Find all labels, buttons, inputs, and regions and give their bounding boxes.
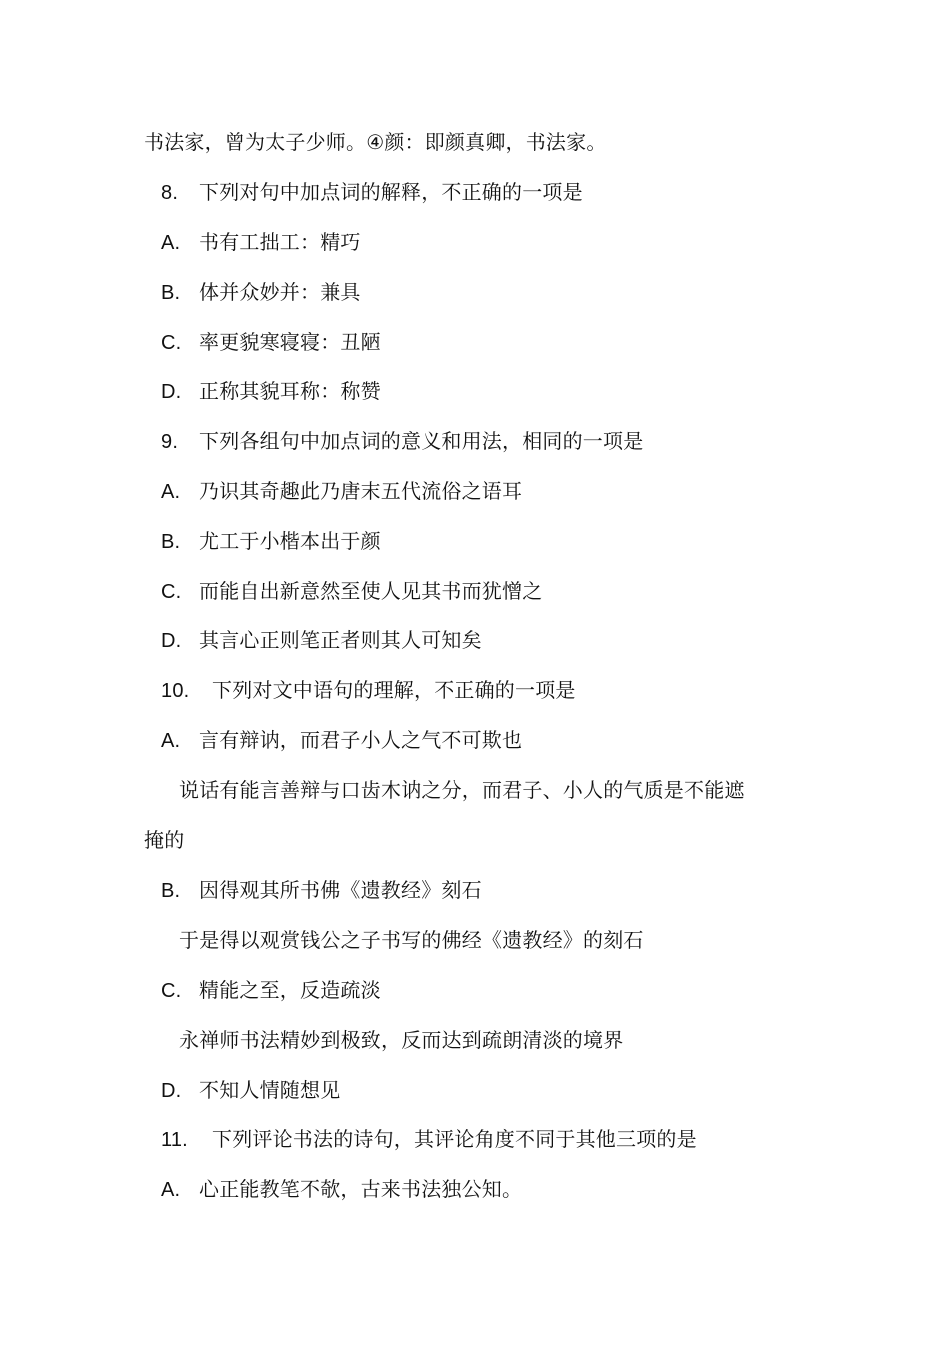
question-8-option-b xyxy=(161,279,361,306)
question-number: 8. xyxy=(161,182,179,204)
option-letter: D. xyxy=(161,1080,182,1102)
question-number: 11. xyxy=(161,1129,188,1151)
explanation-text: 于是得以观赏钱公之子书写的佛经《遗教经》的刻石 xyxy=(179,928,644,952)
option-text: 体并众妙并：兼具 xyxy=(199,280,361,304)
option-text: 书有工拙工：精巧 xyxy=(199,230,361,254)
question-8-option-a xyxy=(161,229,361,256)
option-text: 因得观其所书佛《遗教经》刻石 xyxy=(199,878,482,902)
question-9-option-b xyxy=(161,528,381,555)
question-9-option-c xyxy=(161,578,542,605)
question-11-stem xyxy=(161,1126,697,1153)
option-text: 不知人情随想见 xyxy=(199,1078,341,1102)
option-letter: C. xyxy=(161,332,182,354)
question-10-explanation-a-line-2 xyxy=(144,827,184,853)
question-10-option-d xyxy=(161,1077,340,1104)
question-10-option-c xyxy=(161,977,381,1004)
question-number: 9. xyxy=(161,431,179,453)
question-10-explanation-a-line-1 xyxy=(179,777,745,803)
footnote-continuation xyxy=(144,129,607,155)
option-text: 尤工于小楷本出于颜 xyxy=(199,529,381,553)
option-text: 精能之至，反造疏淡 xyxy=(199,978,381,1002)
option-text: 言有辩讷，而君子小人之气不可欺也 xyxy=(199,728,523,752)
option-letter: C. xyxy=(161,581,182,603)
option-letter: B. xyxy=(161,880,181,902)
question-stem-text: 下列对文中语句的理解，不正确的一项是 xyxy=(212,678,576,702)
explanation-text: 说话有能言善辩与口齿木讷之分，而君子、小人的气质是不能遮 xyxy=(179,778,745,802)
question-8-option-d xyxy=(161,378,381,405)
option-text: 其言心正则笔正者则其人可知矣 xyxy=(199,628,482,652)
option-letter: A. xyxy=(161,481,181,503)
option-text: 心正能教笔不欹，古来书法独公知。 xyxy=(199,1177,523,1201)
option-letter: A. xyxy=(161,232,181,254)
question-number: 10. xyxy=(161,680,190,702)
option-letter: C. xyxy=(161,980,182,1002)
question-11-option-a xyxy=(161,1176,522,1203)
question-10-option-b xyxy=(161,877,482,904)
option-letter: A. xyxy=(161,1179,181,1201)
option-text: 正称其貌耳称：称赞 xyxy=(199,379,381,403)
question-10-explanation-b xyxy=(179,927,644,953)
option-text: 率更貌寒寝寝：丑陋 xyxy=(199,330,381,354)
option-letter: B. xyxy=(161,282,181,304)
option-letter: B. xyxy=(161,531,181,553)
explanation-text: 永禅师书法精妙到极致，反而达到疏朗清淡的境界 xyxy=(179,1028,624,1052)
question-8-stem xyxy=(161,179,583,206)
explanation-text: 掩的 xyxy=(144,828,185,852)
question-stem-text: 下列各组句中加点词的意义和用法，相同的一项是 xyxy=(199,429,644,453)
question-9-option-d xyxy=(161,627,482,654)
question-9-stem xyxy=(161,428,643,455)
option-letter: D. xyxy=(161,381,182,403)
option-letter: D. xyxy=(161,630,182,652)
question-stem-text: 下列评论书法的诗句，其评论角度不同于其他三项的是 xyxy=(212,1127,697,1151)
option-letter: A. xyxy=(161,730,181,752)
option-text: 而能自出新意然至使人见其书而犹憎之 xyxy=(199,579,543,603)
question-10-explanation-c xyxy=(179,1027,623,1053)
option-text: 乃识其奇趣此乃唐末五代流俗之语耳 xyxy=(199,479,523,503)
footnote-text: 书法家，曾为太子少师。④颜：即颜真卿，书法家。 xyxy=(144,130,607,154)
question-9-option-a xyxy=(161,478,522,505)
question-stem-text: 下列对句中加点词的解释，不正确的一项是 xyxy=(199,180,583,204)
question-10-stem xyxy=(161,677,576,704)
question-8-option-c xyxy=(161,329,381,356)
question-10-option-a xyxy=(161,727,522,754)
